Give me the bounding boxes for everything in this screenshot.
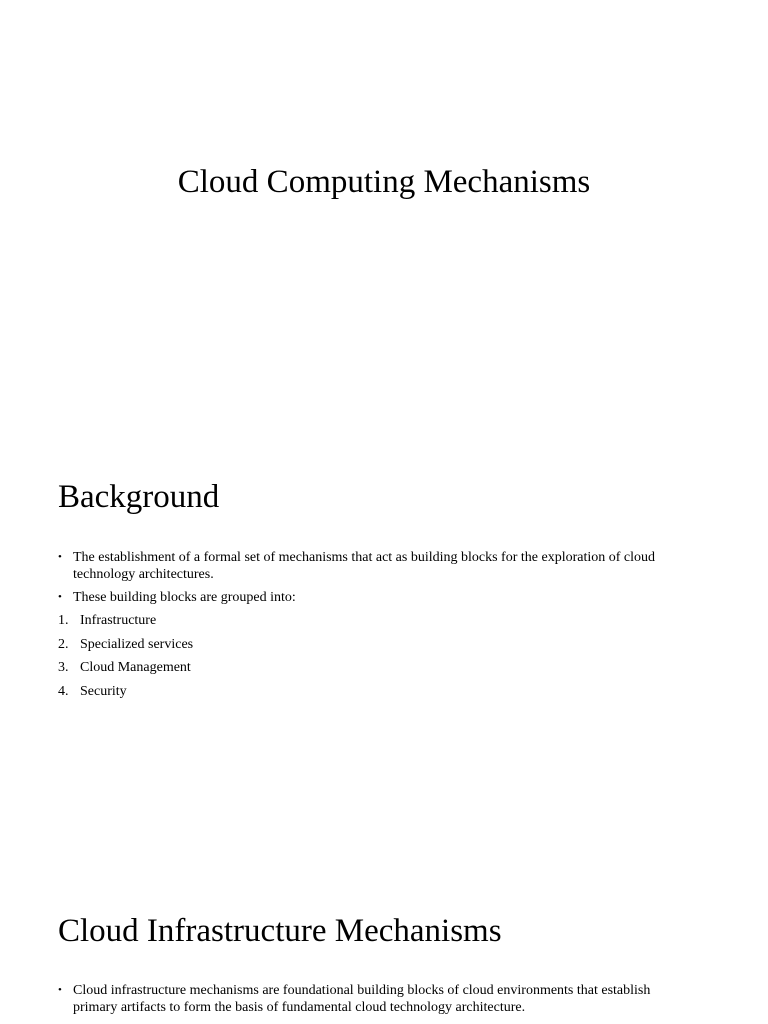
list-item-text: Cloud Management [80,660,191,675]
list-item [58,636,698,653]
section-heading-background: Background [58,479,220,515]
list-item [58,659,698,676]
list-item [58,612,698,629]
list-number: 3. [58,660,69,675]
numbered-list [58,636,698,653]
list-number: 1. [58,613,69,628]
bullet-text: Cloud infrastructure mechanisms are foundational building blocks of cloud environments that establish primary artifacts to form the basis of fundamental cloud technology architecture. [73,983,651,1015]
list-item [58,982,698,1016]
list-item-text: Infrastructure [80,613,157,628]
list-item-text: Security [80,684,127,699]
numbered-list [58,612,698,629]
bullet-marker: • [58,591,62,603]
list-item [58,683,698,700]
list-item-text: Specialized services [80,637,194,652]
bullet-text: The establishment of a formal set of mechanisms that act as building blocks for the exploration of cloud technology architectures. [73,550,656,582]
background-bullet-list [58,589,698,606]
background-bullet-list [58,549,698,583]
list-item [58,589,698,606]
bullet-marker: • [58,984,62,996]
slide-title: Cloud Computing Mechanisms [177,164,591,200]
list-number: 4. [58,684,69,699]
list-item [58,549,698,583]
list-number: 2. [58,637,69,652]
section-heading-infrastructure: Cloud Infrastructure Mechanisms [58,913,502,949]
infrastructure-bullet-list [58,982,698,1016]
numbered-list [58,659,698,676]
bullet-marker: • [58,551,62,563]
numbered-list [58,683,698,700]
bullet-text: These building blocks are grouped into: [73,590,296,605]
